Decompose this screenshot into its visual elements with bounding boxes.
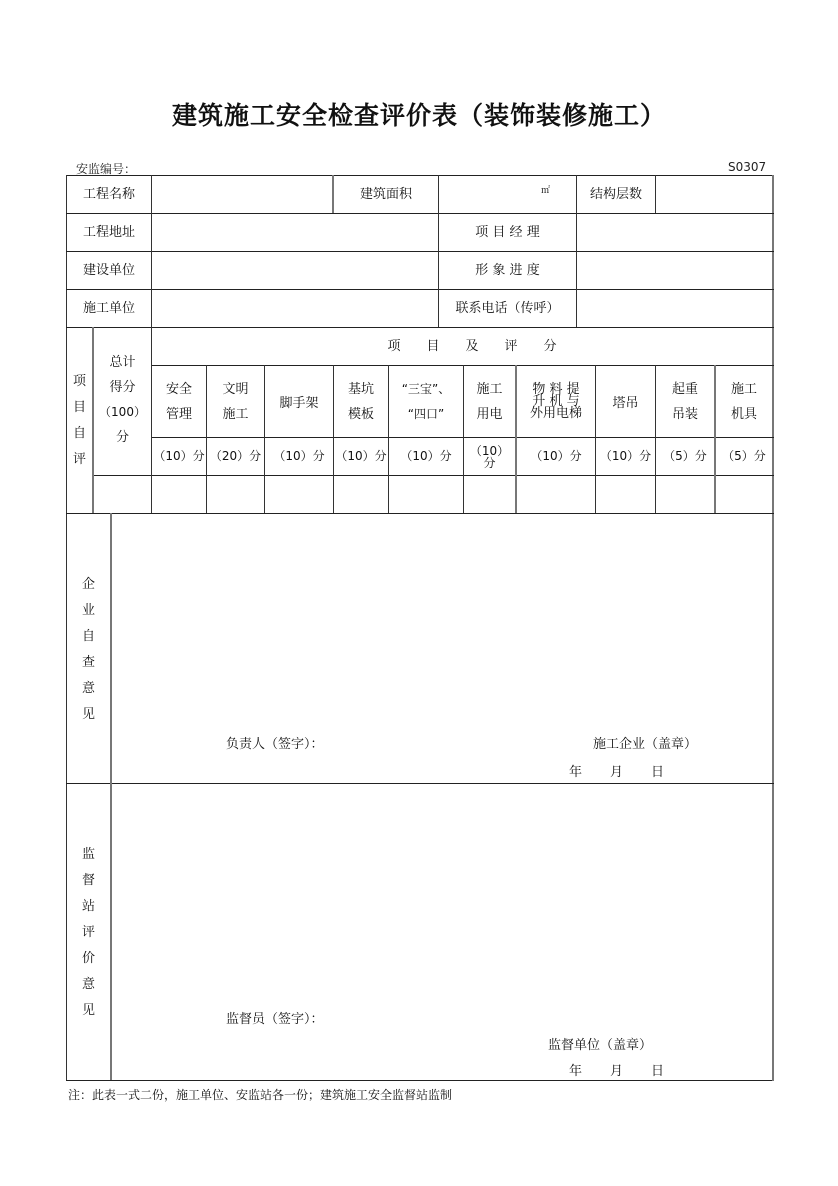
building-area-field[interactable] bbox=[439, 176, 576, 213]
max-score: （10）分 bbox=[335, 449, 387, 463]
side-char: 企 bbox=[81, 577, 95, 592]
phone-label: 联系电话（传呼） bbox=[455, 301, 560, 316]
max-score: （10）分 bbox=[153, 449, 205, 463]
max-score: （5）分 bbox=[663, 449, 707, 463]
total-label-line: 总计 bbox=[109, 355, 136, 370]
area-unit: ㎡ bbox=[540, 186, 550, 196]
category-line: 起重 bbox=[671, 381, 698, 397]
supervision-date-month: 月 bbox=[610, 1064, 624, 1079]
project-manager-label: 项 目 经 理 bbox=[475, 225, 540, 240]
enterprise-side-label bbox=[67, 570, 110, 730]
category-construction-machinery bbox=[716, 366, 772, 437]
side-char: 评 bbox=[72, 451, 86, 467]
side-char: 自 bbox=[81, 629, 95, 644]
category-line: 外用电梯 bbox=[529, 405, 582, 421]
category-line: 安全 bbox=[165, 381, 192, 397]
max-score bbox=[464, 438, 515, 475]
score-input[interactable] bbox=[517, 476, 595, 513]
score-input[interactable] bbox=[464, 476, 515, 513]
score-input[interactable] bbox=[716, 476, 772, 513]
category-line: “四口” bbox=[407, 406, 445, 421]
category-safety-management bbox=[152, 366, 206, 437]
max-score: （10）分 bbox=[599, 449, 652, 463]
page-title: 建筑施工安全检查评价表（装饰装修施工） bbox=[171, 101, 666, 130]
max-score: （5）分 bbox=[722, 449, 766, 463]
supervision-date-day: 日 bbox=[651, 1064, 665, 1079]
score-input[interactable] bbox=[152, 476, 206, 513]
phone-field[interactable] bbox=[577, 290, 772, 327]
progress-field[interactable] bbox=[577, 252, 772, 289]
self-eval-side-label bbox=[67, 328, 92, 513]
side-char: 监 bbox=[81, 846, 95, 862]
side-char: 项 bbox=[72, 373, 86, 389]
category-line: 脚手架 bbox=[279, 396, 319, 411]
structure-floors-field[interactable] bbox=[656, 176, 772, 213]
category-foundation-formwork bbox=[334, 366, 388, 437]
progress-label: 形 象 进 度 bbox=[475, 263, 540, 278]
category-line: 施工 bbox=[222, 406, 249, 422]
side-char: 业 bbox=[81, 603, 95, 618]
enterprise-seal-label: 施工企业（盖章） bbox=[593, 737, 698, 752]
max-score: （10）分 bbox=[400, 449, 452, 463]
side-char: 意 bbox=[81, 681, 95, 696]
side-char: 目 bbox=[72, 399, 86, 415]
footnote: 注：此表一式二份，施工单位、安监站各一份；建筑施工安全监督站监制 bbox=[68, 1088, 453, 1102]
safety-id-label: 安监编号： bbox=[76, 162, 137, 176]
enterprise-opinion-area[interactable] bbox=[112, 514, 772, 729]
enterprise-date-day: 日 bbox=[651, 765, 665, 780]
max-score-line: （10） bbox=[469, 443, 510, 458]
score-input[interactable] bbox=[389, 476, 463, 513]
max-score-line: 分 bbox=[483, 455, 496, 470]
category-material-hoist bbox=[517, 366, 595, 437]
score-input[interactable] bbox=[656, 476, 714, 513]
category-line: “三宝”、 bbox=[401, 381, 451, 396]
project-name-field[interactable] bbox=[152, 176, 332, 213]
client-label: 建设单位 bbox=[82, 263, 135, 278]
category-line: 模板 bbox=[347, 406, 374, 422]
side-char: 站 bbox=[81, 898, 95, 914]
form-code: S0307 bbox=[728, 160, 767, 174]
category-line: 基坑 bbox=[347, 381, 374, 397]
score-input[interactable] bbox=[207, 476, 264, 513]
table-bottom-border bbox=[66, 1080, 774, 1081]
score-input[interactable] bbox=[334, 476, 388, 513]
side-char: 督 bbox=[81, 872, 95, 888]
category-tower-crane bbox=[596, 366, 655, 437]
category-scaffolding bbox=[265, 366, 333, 437]
supervisor-signer-label: 监督员（签字）： bbox=[226, 1012, 324, 1027]
category-line: 升 机 与 bbox=[532, 393, 580, 409]
side-char: 见 bbox=[81, 1002, 95, 1018]
side-char: 意 bbox=[81, 976, 95, 992]
project-manager-field[interactable] bbox=[577, 214, 772, 251]
category-lifting bbox=[656, 366, 714, 437]
total-label-line: 分 bbox=[115, 430, 129, 445]
max-score: （10）分 bbox=[530, 449, 582, 463]
supervision-date-year: 年 bbox=[569, 1064, 583, 1079]
score-input[interactable] bbox=[596, 476, 655, 513]
category-line: 物 料 提 bbox=[532, 381, 580, 397]
enterprise-signer-label: 负责人（签字）： bbox=[226, 737, 324, 752]
supervision-opinion-area[interactable] bbox=[112, 784, 772, 1006]
project-address-field[interactable] bbox=[152, 214, 438, 251]
supervision-side-label bbox=[67, 840, 110, 1025]
max-score: （20）分 bbox=[209, 449, 262, 463]
category-line: 吊装 bbox=[671, 406, 698, 422]
enterprise-date-month: 月 bbox=[610, 765, 624, 780]
items-header: 项 目 及 评 分 bbox=[387, 339, 557, 354]
category-civilized-construction bbox=[207, 366, 264, 437]
category-line: 机具 bbox=[730, 406, 757, 422]
category-line: 施工 bbox=[476, 381, 503, 397]
score-input[interactable] bbox=[265, 476, 333, 513]
total-label-line: （100） bbox=[99, 405, 146, 419]
total-label-line: 得分 bbox=[109, 380, 136, 395]
category-construction-electricity bbox=[464, 366, 515, 437]
project-name-label: 工程名称 bbox=[82, 187, 135, 202]
total-score-input[interactable] bbox=[94, 476, 151, 513]
category-line: 施工 bbox=[730, 381, 757, 397]
category-line: 文明 bbox=[222, 381, 249, 397]
contractor-field[interactable] bbox=[152, 290, 438, 327]
building-area-label: 建筑面积 bbox=[359, 187, 412, 202]
table-right-border bbox=[772, 175, 774, 1081]
side-char: 评 bbox=[81, 924, 95, 940]
supervision-seal-label: 监督单位（盖章） bbox=[548, 1038, 653, 1053]
side-char: 查 bbox=[81, 655, 95, 670]
side-char: 见 bbox=[81, 707, 95, 722]
category-line: 管理 bbox=[165, 406, 192, 422]
project-address-label: 工程地址 bbox=[82, 225, 135, 240]
structure-floors-label: 结构层数 bbox=[589, 187, 642, 202]
category-line: 塔吊 bbox=[612, 396, 639, 411]
max-score: （10）分 bbox=[273, 449, 325, 463]
side-char: 价 bbox=[81, 950, 95, 966]
enterprise-date-year: 年 bbox=[569, 765, 583, 780]
total-score-label bbox=[94, 340, 151, 460]
category-three-treasures bbox=[389, 366, 463, 437]
contractor-label: 施工单位 bbox=[82, 301, 135, 316]
client-field[interactable] bbox=[152, 252, 438, 289]
side-char: 自 bbox=[72, 425, 86, 441]
category-line: 用电 bbox=[476, 406, 503, 422]
